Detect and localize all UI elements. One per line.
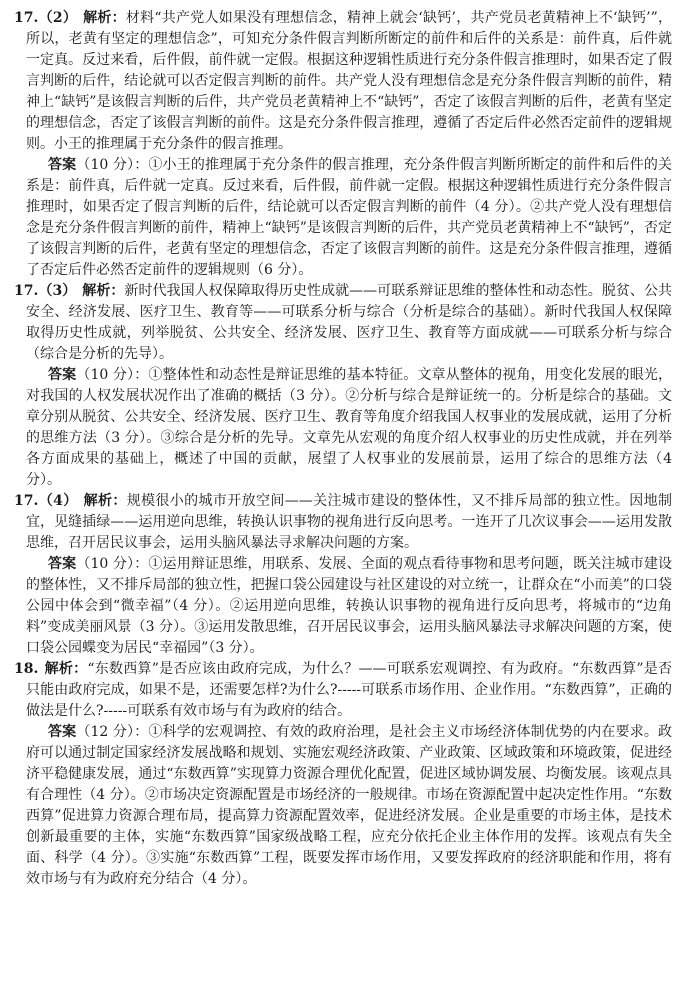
answer-text: （10 分）：①整体性和动态性是辩证思维的基本特征。文章从整体的视角，用变化发展的眼光，对我国的人权发展状况作出了准确的概括（3 分）。②分析与综合是辩证统一的。分析是综合的基础。文章分别从脱贫、公共安全、经济发展、医疗卫生、教育等角度介绍我国人权事业的发展成就，运用了分析的思维方法（3 分）。③综合是分析的先导。文章先从宏观的角度介绍人权事业的历史性成就，并在列举各方面成果的基础上，概述了中国的贡献，展望了人权事业的发展前景，运用了综合的思维方法（4 分）。 (26, 367, 673, 488)
question-17-4 (14, 491, 672, 659)
analysis-label: 解析： (44, 661, 88, 677)
answer-paragraph (14, 554, 672, 659)
analysis-paragraph (14, 491, 672, 554)
analysis-label: 解析： (83, 10, 126, 26)
analysis-label: 解析： (83, 493, 127, 509)
question-number: 17.（2） (14, 10, 78, 26)
analysis-text: “东数西算”是否应该由政府完成，为什么？——可联系宏观调控、有为政府。“东数西算”是否只能由政府完成，如果不是，还需要怎样?为什么?-----可联系市场作用、企业作用。“东数西算”，正确的做法是什么?-----可联系有效市场与有为政府的结合。 (26, 661, 672, 719)
analysis-text: 新时代我国人权保障取得历史性成就——可联系辩证思维的整体性和动态性。脱贫、公共安全、经济发展、医疗卫生、教育等——可联系分析与综合（分析是综合的基础）。新时代我国人权保障取得历史性成就，列举脱贫、公共安全、经济发展、医疗卫生、教育等方面成就——可联系分析与综合（综合是分析的先导）。 (26, 283, 673, 362)
question-number: 17.（3） (14, 283, 77, 299)
answer-text: （10 分）：①运用辩证思维，用联系、发展、全面的观点看待事物和思考问题，既关注城市建设的整体性，又不排斥局部的独立性，把握口袋公园建设与社区建设的对立统一，让群众在“小而美”的口袋公园中体会到“微幸福”（4 分）。②运用逆向思维，转换认识事物的视角进行反向思考，将城市的“边角料”变成美丽风景（3 分）。③运用发散思维，召开居民议事会，运用头脑风暴法寻求解决问题的方案，使口袋公园蝶变为居民“幸福园”（3 分）。 (26, 556, 673, 656)
question-number: 17.（4） (14, 493, 78, 509)
answer-label: 答案 (48, 556, 77, 572)
question-number: 18. (14, 661, 39, 677)
question-17-3 (14, 281, 672, 491)
question-17-2 (14, 8, 672, 281)
question-18 (14, 659, 672, 890)
analysis-paragraph (14, 281, 672, 365)
answer-label: 答案 (48, 367, 77, 383)
answer-label: 答案 (48, 724, 77, 740)
analysis-text: 材料“共产党人如果没有理想信念，精神上就会‘缺钙’，共产党员老黄精神上不‘缺钙’”，所以，老黄有坚定的理想信念”，可知充分条件假言判断所断定的前件和后件的关系是：前件真，后件就一定真。反过来看，后件假，前件就一定假。根据这种逻辑性质进行充分条件假言推理时，如果否定了假言判断的后件，结论就可以否定假言判断的前件。共产党人没有理想信念是充分条件假言判断的前件，精神上“缺钙”是该假言判断的后件，共产党员老黄精神上不“缺钙”，否定了该假言判断的后件，老黄有坚定的理想信念，否定了该假言判断的前件。这是充分条件假言推理，遵循了否定后件必然否定前件的逻辑规则。小王的推理属于充分条件的假言推理。 (26, 10, 673, 152)
answer-text: （12 分）：①科学的宏观调控、有效的政府治理，是社会主义市场经济体制优势的内在要求。政府可以通过制定国家经济发展战略和规划、实施宏观经济政策、产业政策、区域政策和环境政策，促进经济平稳健康发展，通过“东数西算”实现算力资源合理优化配置，促进区域协调发展、均衡发展。该观点具有合理性（4 分）。②市场决定资源配置是市场经济的一般规律。市场在资源配置中起决定性作用。“东数西算”促进算力资源合理布局，提高算力资源配置效率，促进经济发展。企业是重要的市场主体，是技术创新最重要的主体，实施“东数西算”国家级战略工程，应充分依托企业主体作用的发挥。该观点有失全面、科学（4 分）。③实施“东数西算”工程，既要发挥市场作用，又要发挥政府的经济职能和作用，将有效市场与有为政府充分结合（4 分）。 (26, 724, 673, 887)
answer-paragraph (14, 365, 672, 491)
analysis-label: 解析： (82, 283, 125, 299)
answer-label: 答案 (48, 157, 77, 173)
analysis-text: 规模很小的城市开放空间——关注城市建设的整体性，又不排斥局部的独立性。因地制宜，见缝插绿——运用逆向思维，转换认识事物的视角进行反向思考。一连开了几次议事会——运用发散思维，召开居民议事会，运用头脑风暴法寻求解决问题的方案。 (26, 493, 672, 551)
answer-text: （10 分）：①小王的推理属于充分条件的假言推理，充分条件假言判断所断定的前件和后件的关系是：前件真，后件就一定真。反过来看，后件假，前件就一定假。根据这种逻辑性质进行充分条件假言推理时，如果否定了假言判断的后件，结论就可以否定假言判断的前件（4 分）。②共产党人没有理想信念是充分条件假言判断的前件，精神上“缺钙”是该假言判断的后件，共产党员老黄精神上不“缺钙”，否定了该假言判断的后件，老黄有坚定的理想信念，否定了该假言判断的前件。这是充分条件假言推理，遵循了否定后件必然否定前件的逻辑规则（6 分）。 (26, 157, 673, 278)
analysis-paragraph (14, 8, 672, 155)
analysis-paragraph (14, 659, 672, 722)
answer-paragraph (14, 722, 672, 890)
answer-paragraph (14, 155, 672, 281)
